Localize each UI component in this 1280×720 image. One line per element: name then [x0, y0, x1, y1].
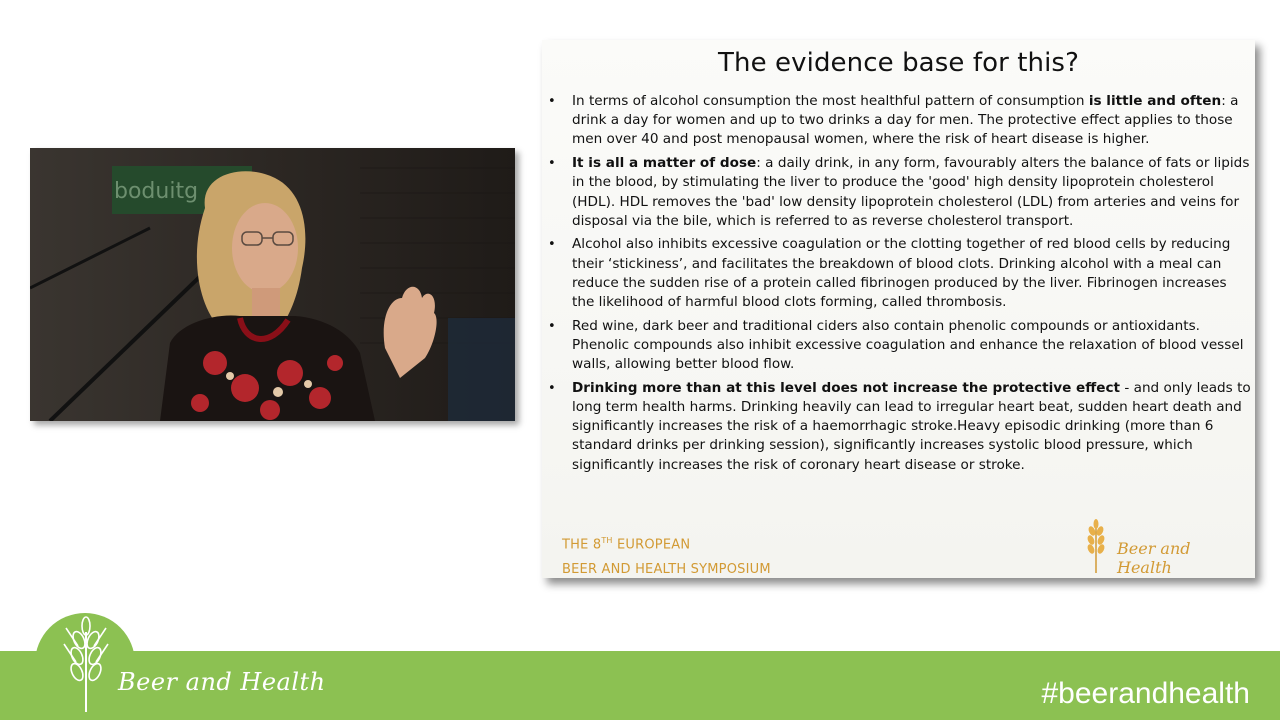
footer-hashtag: #beerandhealth: [1041, 677, 1250, 710]
presentation-slide: [542, 40, 1255, 578]
bullet-item: [548, 379, 1252, 475]
speaker-video-frame: [30, 148, 515, 421]
footer-logo-text: Beer and Health: [118, 668, 326, 696]
background-sign-text: boduitg: [114, 179, 199, 204]
symposium-line-2: BEER AND HEALTH SYMPOSIUM: [562, 562, 771, 578]
speaker-video: [30, 148, 515, 421]
bullet-text: Alcohol also inhibits excessive coagulation or the clotting together of red blood cells by reducing their ‘stickiness’, and facilitates the breakdown of blood clots. Drinking alcohol with a meal can reduce the sudden rise of a protein called fibrinogen produced by the liver. Fibrinogen increases the likelihood of harmful blood clots forming, called thrombosis.: [572, 236, 1231, 311]
slide-brand-logo: [1081, 517, 1249, 575]
bullet-text: : a drink a day for women and up to two drinks a day for men. The protective effect applies to those men over 40 and post menopausal women, where the risk of heart disease is higher.: [572, 93, 1239, 148]
wheat-icon: [56, 612, 116, 716]
slide-bullet-list: [548, 92, 1252, 479]
bullet-item: [548, 154, 1252, 231]
bullet-emphasis: It is all a matter of dose: [572, 155, 757, 172]
symposium-label: [562, 528, 771, 582]
bullet-item: [548, 317, 1252, 375]
bullet-emphasis: is little and often: [1088, 93, 1222, 109]
bullet-text: - and only leads to long term health harms. Drinking heavily can lead to irregular heart beat, sudden heart death and significantly increases the risk of a haemorrhagic stroke.Heavy episodic drinking (more than 6 standard drinks per drinking session), significantly increases systolic blood pressure, which significantly increases the risk of coronary heart disease or stroke.: [572, 379, 1251, 473]
slide-title: The evidence base for this?: [718, 48, 1079, 78]
bullet-text: In terms of alcohol consumption the most healthful pattern of consumption: [572, 93, 1089, 109]
bullet-text: : a daily drink, in any form, favourably alters the balance of fats or lipids in the blood, by stimulating the liver to produce the 'good' high density lipoprotein cholesterol (HDL). HDL removes the 'bad' low density lipoprotein cholesterol (LDL) from arteries and veins for disposal via the bile, which is referred to as reverse cholesterol transport.: [572, 155, 1250, 229]
bullet-item: [548, 92, 1252, 150]
slide-logo-text: Beer and Health: [1117, 539, 1191, 577]
wheat-icon: [1081, 517, 1111, 575]
bullet-emphasis: Drinking more than at this level does not increase the protective effect: [572, 379, 1121, 396]
symposium-line-1: THE 8TH EUROPEAN: [562, 536, 691, 553]
bullet-item: [548, 235, 1252, 312]
bullet-text: Red wine, dark beer and traditional ciders also contain phenolic compounds or antioxidants. Phenolic compounds also inhibit excessive coagulation and enhance the relaxation of blood vessel walls, allowing better blood flow.: [572, 317, 1244, 373]
